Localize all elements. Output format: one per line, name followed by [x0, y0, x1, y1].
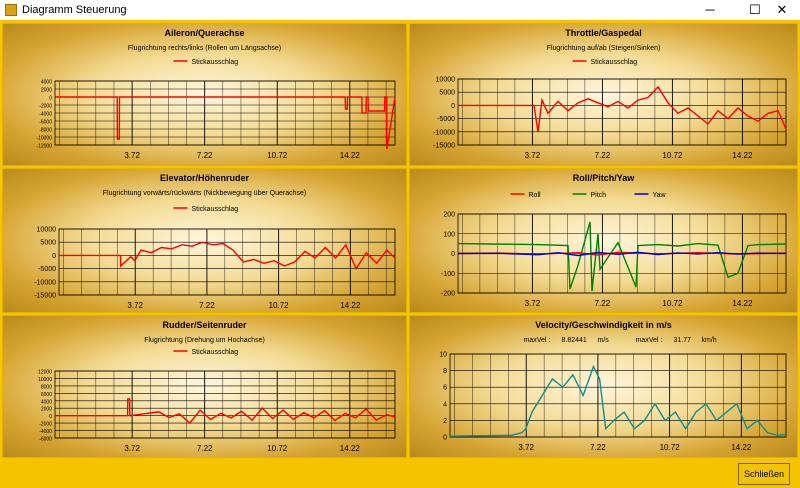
y-tick-label: -10000: [36, 135, 52, 142]
x-tick-label: 3.72: [127, 301, 144, 310]
series-line: [458, 87, 786, 132]
legend-label: Stickausschlag: [191, 206, 239, 213]
x-tick-label: 10.72: [662, 299, 683, 308]
legend-label: Stickausschlag: [191, 349, 239, 356]
chart-svg: [3, 316, 406, 457]
y-tick-label: 0: [52, 252, 56, 260]
x-tick-label: 7.22: [196, 151, 213, 160]
y-tick-label: 4000: [40, 399, 52, 406]
client-area: [0, 20, 800, 488]
y-tick-label: 0: [451, 102, 455, 110]
chart-svg: [410, 316, 797, 457]
x-tick-label: 14.22: [340, 301, 361, 310]
window-title: Diagramm Steuerung: [22, 4, 127, 16]
x-tick-label: 3.72: [524, 151, 541, 160]
x-tick-label: 14.22: [339, 444, 360, 453]
x-tick-label: 7.22: [594, 151, 611, 160]
minimize-icon[interactable]: ─: [705, 2, 715, 17]
chart-title: Rudder/Seitenruder: [162, 320, 247, 330]
chart-title: Velocity/Geschwindigkeit in m/s: [535, 320, 672, 330]
title-bar: [0, 0, 800, 21]
y-tick-label: 10000: [36, 226, 56, 234]
chart-throttle: [409, 23, 798, 166]
y-tick-label: -15000: [433, 142, 455, 150]
y-tick-label: 4000: [40, 79, 52, 86]
y-tick-label: 0: [451, 251, 455, 258]
y-tick-label: -10000: [34, 279, 56, 287]
velocity-annotation: maxVel :: [635, 337, 663, 344]
series-line: [458, 222, 786, 291]
y-tick-label: -100: [440, 270, 455, 278]
y-tick-label: 100: [443, 231, 455, 239]
x-tick-label: 7.22: [590, 443, 606, 452]
chart-rudder: [2, 315, 407, 458]
x-tick-label: 3.72: [124, 444, 140, 453]
maximize-icon[interactable]: ☐: [749, 2, 761, 17]
y-tick-label: -15000: [34, 292, 56, 300]
close-icon[interactable]: ✕: [776, 2, 788, 17]
y-tick-label: 5000: [40, 239, 56, 247]
legend-label: Roll: [528, 192, 541, 199]
y-tick-label: 2000: [40, 406, 52, 413]
chart-subtitle: Flugrichtung auf/ab (Steigen/Sinken): [546, 45, 661, 52]
chart-roll-pitch-yaw: [409, 168, 798, 313]
x-tick-label: 10.72: [659, 443, 680, 452]
x-tick-label: 7.22: [594, 299, 611, 308]
plot-frame: [55, 371, 395, 438]
y-tick-label: -2000: [39, 421, 52, 428]
x-tick-label: 7.22: [199, 301, 215, 310]
y-tick-label: -5000: [38, 266, 56, 274]
y-tick-label: 4: [443, 401, 447, 409]
y-tick-label: 0: [49, 414, 52, 421]
y-tick-label: 6: [443, 384, 447, 392]
chart-aileron: [2, 23, 407, 166]
chart-svg: [410, 24, 797, 165]
chart-title: Roll/Pitch/Yaw: [572, 173, 635, 183]
x-tick-label: 14.22: [732, 299, 753, 308]
y-tick-label: 8000: [40, 384, 52, 391]
y-tick-label: 2000: [40, 87, 52, 94]
y-tick-label: 0: [443, 434, 447, 442]
chart-velocity: [409, 315, 798, 458]
x-tick-label: 10.72: [268, 301, 289, 310]
y-tick-label: -10000: [433, 129, 455, 137]
y-tick-label: -4000: [39, 111, 52, 118]
plot-frame: [450, 354, 786, 437]
legend-label: Stickausschlag: [590, 59, 638, 66]
y-tick-label: 10000: [435, 76, 455, 84]
x-tick-label: 14.22: [731, 443, 752, 452]
chart-subtitle: Flugrichtung (Drehung um Hochachse): [144, 337, 265, 344]
x-tick-label: 10.72: [267, 444, 288, 453]
y-tick-label: 200: [443, 211, 455, 219]
velocity-annotation: 8.82441: [561, 337, 587, 344]
chart-subtitle: Flugrichtung rechts/links (Rollen um Längsachse): [127, 45, 282, 52]
x-tick-label: 10.72: [267, 151, 288, 160]
x-tick-label: 14.22: [732, 151, 753, 160]
legend-label: Yaw: [652, 192, 666, 199]
velocity-annotation: 31.77: [673, 337, 692, 344]
chart-svg: [3, 169, 406, 312]
y-tick-label: 10: [439, 351, 447, 359]
legend-label: Pitch: [590, 192, 607, 199]
close-button[interactable]: Schließen: [738, 463, 790, 485]
y-tick-label: -8000: [39, 127, 52, 134]
y-tick-label: -5000: [437, 116, 455, 124]
y-tick-label: 10000: [38, 376, 52, 383]
x-tick-label: 10.72: [662, 151, 683, 160]
x-tick-label: 3.72: [124, 151, 140, 160]
y-tick-label: 0: [49, 95, 52, 102]
series-line: [55, 399, 395, 423]
x-tick-label: 3.72: [524, 299, 541, 308]
velocity-annotation: m/s: [597, 337, 609, 344]
y-tick-label: 8: [443, 368, 447, 376]
velocity-annotation: km/h: [701, 337, 717, 344]
chart-svg: [410, 169, 797, 312]
chart-title: Elevator/Höhenruder: [159, 173, 250, 183]
x-tick-label: 3.72: [518, 443, 535, 452]
chart-svg: [3, 24, 406, 165]
chart-title: Aileron/Querachse: [164, 28, 245, 38]
y-tick-label: -6000: [39, 119, 52, 126]
y-tick-label: 12000: [38, 369, 52, 376]
y-tick-label: 6000: [40, 391, 52, 398]
legend-label: Stickausschlag: [191, 59, 239, 66]
chart-elevator: [2, 168, 407, 313]
velocity-annotation: maxVel :: [523, 337, 551, 344]
x-tick-label: 7.22: [196, 444, 213, 453]
plot-frame: [458, 79, 786, 145]
x-tick-label: 14.22: [339, 151, 360, 160]
series-line: [450, 367, 786, 437]
chart-subtitle: Flugrichtung vorwärts/rückwärts (Nickbewegung über Querachse): [102, 190, 307, 197]
app-icon: [5, 4, 17, 16]
plot-frame: [59, 229, 395, 295]
chart-title: Throttle/Gaspedal: [565, 28, 642, 38]
y-tick-label: -2000: [39, 103, 52, 110]
y-tick-label: -4000: [39, 429, 52, 436]
y-tick-label: -6000: [39, 436, 52, 443]
y-tick-label: 5000: [439, 89, 455, 97]
y-tick-label: -12000: [36, 143, 52, 150]
y-tick-label: 2: [443, 417, 447, 425]
y-tick-label: -200: [440, 290, 455, 298]
